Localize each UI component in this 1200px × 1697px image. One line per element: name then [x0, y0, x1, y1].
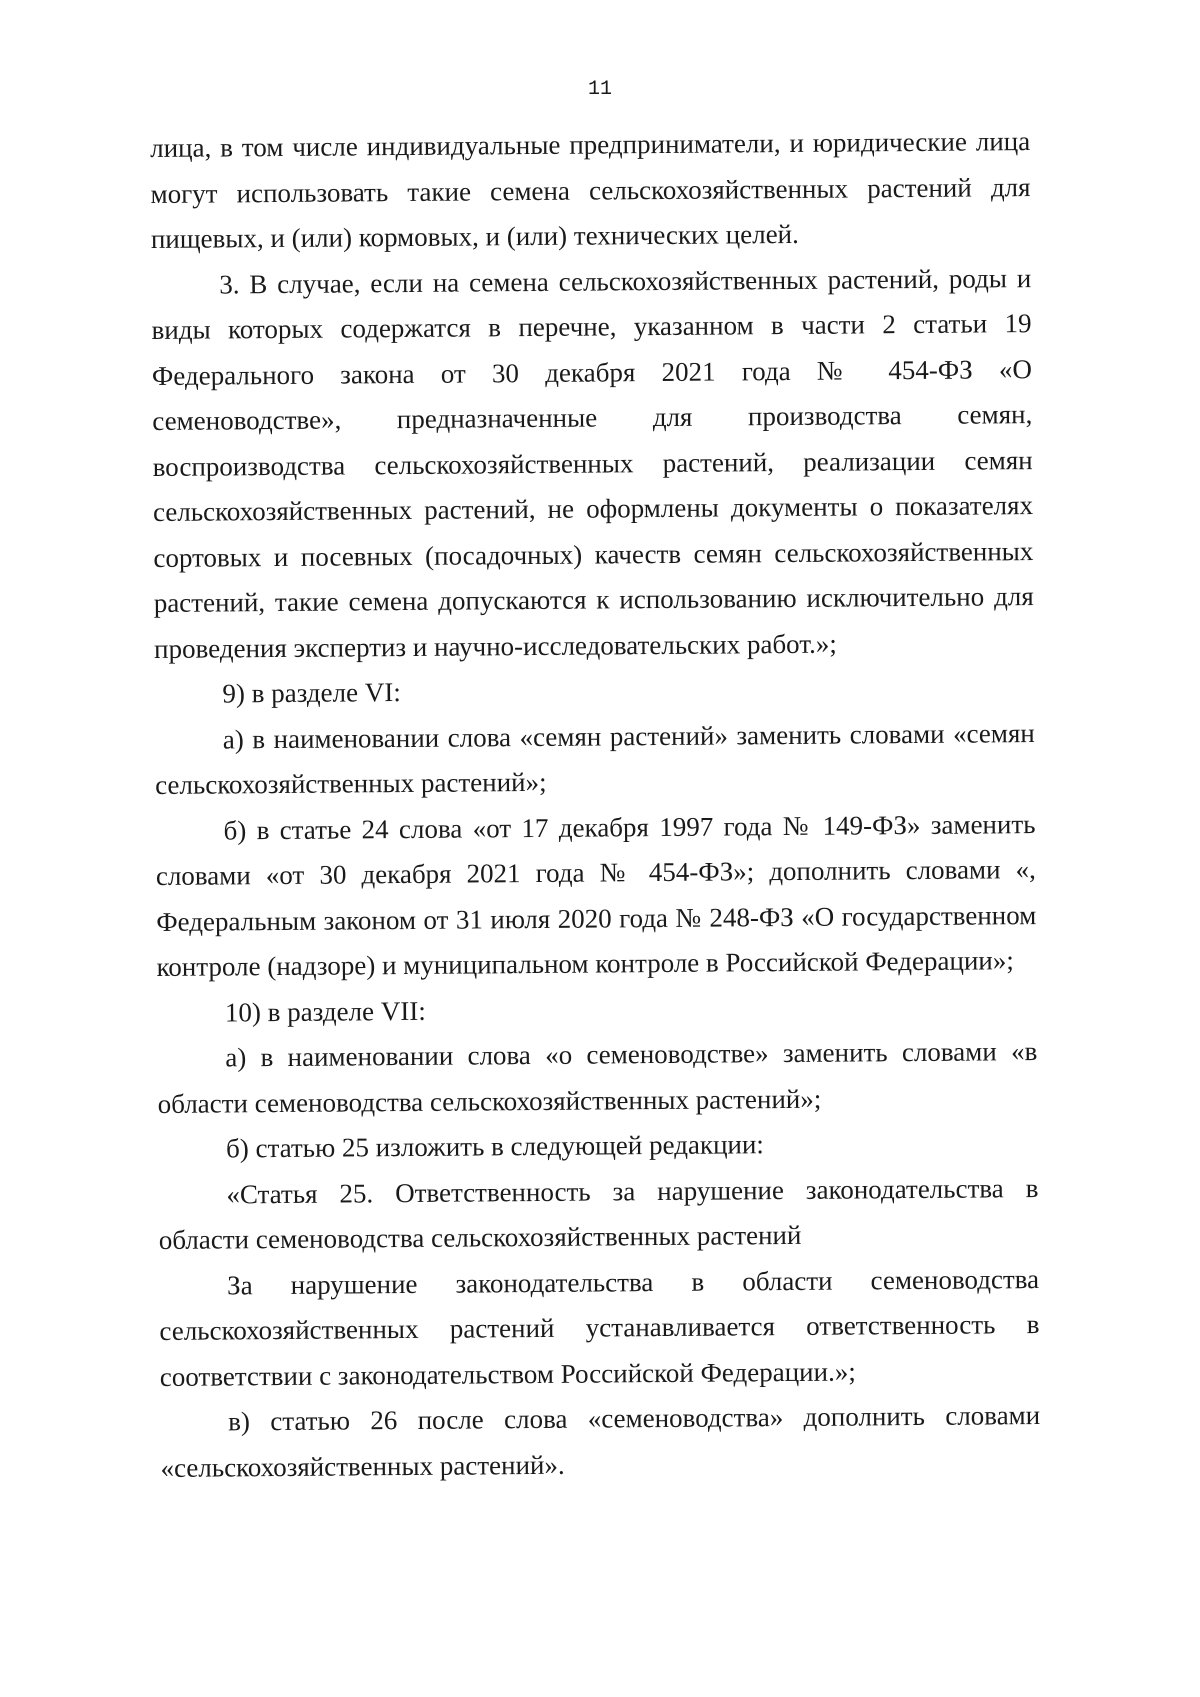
paragraph-item-10a: а) в наименовании слова «о семеноводстве» заменить словами «в области семеноводства сельскохозяйственных растений»;: [157, 1036, 1038, 1119]
paragraph-item-10b: б) статью 25 изложить в следующей редакции:: [225, 1129, 764, 1164]
page-number: 11: [587, 78, 612, 101]
paragraph-part-3: 3. В случае, если на семена сельскохозяйственных растений, роды и виды которых содержатся в перечне, указанном в части 2 статьи 19 Федерального закона от 30 декабря 2021 года № 454-ФЗ «О семеноводстве», предназначенные для производства семян, воспроизводства сельскохозяйственных растений, реализации семян сельскохозяйственных растений, не оформлены документы о показателях сортовых и посевных (посадочных) качеств семян сельскохозяйственных растений, такие семена допускаются к использованию исключительно для проведения экспертиз и научно-исследовательских работ.»;: [151, 262, 1034, 664]
paragraph-item-10: 10) в разделе VII:: [224, 995, 426, 1027]
paragraph-item-9a: а) в наименовании слова «семян растений» заменить словами «семян сельскохозяйственных растений»;: [155, 717, 1035, 800]
paragraph-item-10c: в) статью 26 после слова «семеноводства» дополнить словами «сельскохозяйственных растений».: [160, 1400, 1041, 1483]
article-25-heading: «Статья 25. Ответственность за нарушение законодательства в области семеноводства сельскохозяйственных растений: [158, 1172, 1039, 1255]
article-25-text: За нарушение законодательства в области семеноводства сельскохозяйственных растений устанавливается ответственность в соответствии с законодательством Российской Федерации.»;: [159, 1263, 1040, 1392]
document-body: [150, 119, 1041, 1491]
paragraph-item-9b: б) в статье 24 слова «от 17 декабря 1997 года № 149-ФЗ» заменить словами «от 30 декабря 2021 года № 454-ФЗ»; дополнить словами «, Федеральным законом от 31 июля 2020 года № 248-ФЗ «О государственном контроле (надзоре) и муниципальном контроле в Российской Федерации»;: [155, 808, 1037, 982]
paragraph-continuation: лица, в том числе индивидуальные предприниматели, и юридические лица могут использовать такие семена сельскохозяйственных растений для пищевых, и (или) кормовых, и (или) технических целей.: [150, 126, 1031, 254]
paragraph-item-9: 9) в разделе VI:: [222, 677, 401, 709]
